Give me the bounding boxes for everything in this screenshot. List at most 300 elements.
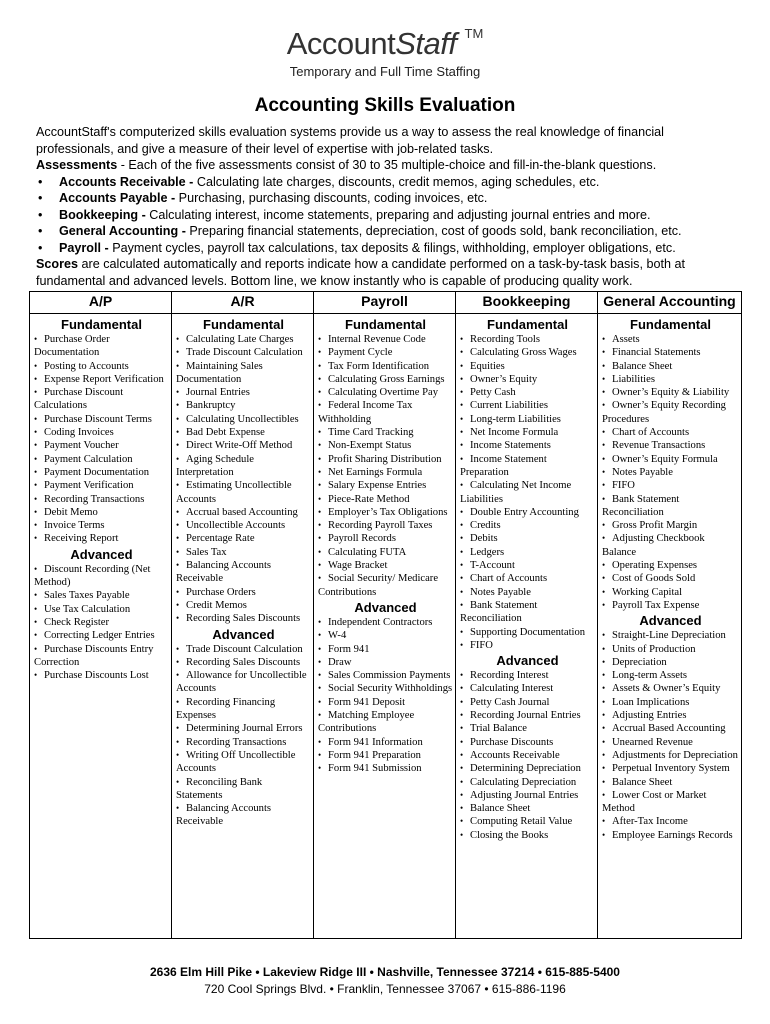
bullet-icon: • (460, 776, 464, 787)
skill-text: Estimating Uncollectible Accounts (176, 480, 292, 505)
skill-item (318, 439, 453, 452)
skill-item (34, 453, 169, 466)
skill-item (460, 439, 595, 452)
logo-tagline: Temporary and Full Time Staffing (289, 64, 481, 79)
section-title-fundamental: Fundamental (345, 317, 426, 332)
skill-item (460, 639, 595, 652)
skill-text: Payment Cycle (328, 347, 393, 359)
skill-item (460, 546, 595, 559)
skill-item (460, 519, 595, 532)
bullet-icon: • (176, 749, 180, 760)
bullet-icon: • (176, 440, 180, 451)
bullet-icon: • (602, 829, 606, 840)
assessment-text: Payment cycles, payroll tax calculations, tax deposits & filings, withholding, employer obligations, etc. (108, 240, 676, 255)
skill-item (34, 360, 169, 373)
bullet-icon: • (34, 520, 38, 531)
assessments-paragraph (36, 157, 736, 174)
skill-item (318, 696, 453, 709)
skill-item (460, 626, 595, 639)
skill-text: Petty Cash (470, 387, 516, 399)
skill-text: Purchase Discount Terms (44, 413, 152, 425)
skill-text: Units of Production (612, 643, 696, 655)
skill-item (318, 506, 453, 519)
bullet-icon: • (34, 533, 38, 544)
section-title-fundamental: Fundamental (630, 317, 711, 332)
skill-item (34, 333, 169, 360)
skill-item (318, 669, 453, 682)
bullet-icon: • (602, 816, 606, 827)
skill-item (318, 373, 453, 386)
skill-item (176, 360, 311, 387)
skill-item (602, 439, 739, 452)
bullet-icon: • (460, 599, 464, 610)
skill-text: Long-term Liabilities (470, 413, 561, 425)
skill-text: Balancing Accounts Receivable (176, 803, 272, 828)
skill-text: Perpetual Inventory System (612, 763, 730, 775)
bullet-icon: • (34, 493, 38, 504)
skill-text: Debit Memo (44, 506, 98, 518)
bullet-icon: • (602, 749, 606, 760)
bullet-icon: • (602, 776, 606, 787)
skill-text: Computing Retail Value (470, 816, 573, 828)
bullet-icon: • (318, 493, 322, 504)
bullet-icon: • (318, 520, 322, 531)
skill-item (602, 722, 739, 735)
skills-table (29, 291, 742, 939)
skill-item (176, 519, 311, 532)
skill-item (602, 776, 739, 789)
bullet-icon: • (460, 763, 464, 774)
bullet-icon: • (176, 586, 180, 597)
skill-item (176, 669, 311, 696)
skill-item (460, 815, 595, 828)
bullet-icon: • (176, 413, 180, 424)
bullet-icon: • (460, 400, 464, 411)
skill-item (318, 709, 453, 736)
skill-item (318, 360, 453, 373)
skill-text: Form 941 Deposit (328, 696, 406, 708)
skill-item (176, 696, 311, 723)
skill-text: Calculating Net Income Liabilities (460, 480, 572, 505)
skill-text: Notes Payable (612, 466, 673, 478)
skill-text: Salary Expense Entries (328, 480, 427, 492)
column-header-ar: A/R (172, 292, 314, 314)
section-title-fundamental: Fundamental (203, 317, 284, 332)
skill-item (176, 656, 311, 669)
skill-text: Reconciling Bank Statements (176, 776, 263, 801)
skill-item (460, 802, 595, 815)
bullet-icon: • (602, 493, 606, 504)
bullet-icon: • (34, 563, 38, 574)
skill-text: Net Earnings Formula (328, 466, 423, 478)
skill-item (318, 493, 453, 506)
skill-text: Cost of Goods Sold (612, 573, 696, 585)
bullet-icon: • (176, 776, 180, 787)
bullet-icon: • (460, 360, 464, 371)
skill-text: Wage Bracket (328, 560, 388, 572)
bullet-icon: • (602, 670, 606, 681)
bullet-icon: • (318, 696, 322, 707)
assessment-label: General Accounting - (59, 224, 186, 238)
skill-text: Chart of Accounts (470, 573, 548, 585)
skill-item (176, 749, 311, 776)
skill-item (318, 546, 453, 559)
column-ar (172, 314, 314, 939)
bullet-icon: • (460, 546, 464, 557)
skill-text: Matching Employee Contributions (318, 710, 415, 735)
skill-text: Social Security Withholdings (328, 683, 453, 695)
skill-item (176, 386, 311, 399)
bullet-icon: • (34, 387, 38, 398)
skill-item (602, 829, 739, 842)
bullet-icon: • (176, 387, 180, 398)
skill-item (602, 656, 739, 669)
bullet-icon: • (460, 789, 464, 800)
skill-item (176, 346, 311, 359)
skill-text: Trade Discount Calculation (186, 643, 303, 655)
bullet-icon: • (460, 683, 464, 694)
skill-item (34, 629, 169, 642)
skill-text: FIFO (470, 639, 493, 651)
skill-text: Percentage Rate (186, 533, 255, 545)
column-ap (30, 314, 172, 939)
skill-text: FIFO (612, 480, 635, 492)
skill-text: Adjusting Checkbook Balance (602, 533, 705, 558)
skill-item (34, 603, 169, 616)
skill-text: Bank Statement Reconciliation (460, 599, 538, 625)
skill-text: Receiving Report (44, 533, 119, 545)
skill-list (602, 333, 739, 612)
bullet-icon: • (460, 413, 464, 424)
skill-item (176, 736, 311, 749)
skill-item (34, 426, 169, 439)
bullet-icon: • (318, 763, 322, 774)
bullet-icon: • (460, 829, 464, 840)
skill-item (602, 669, 739, 682)
bullet-icon: • (602, 520, 606, 531)
skill-item (460, 599, 595, 626)
bullet-icon: • (318, 506, 322, 517)
skill-text: Non-Exempt Status (328, 440, 412, 452)
skill-item (34, 386, 169, 413)
skill-item (34, 493, 169, 506)
skill-text: Petty Cash Journal (470, 696, 550, 708)
bullet-icon: • (34, 440, 38, 451)
bullet-icon: • (318, 736, 322, 747)
bullet-icon: • (176, 723, 180, 734)
skill-item (460, 453, 595, 480)
skill-item (318, 643, 453, 656)
bullet-icon: • (176, 533, 180, 544)
section-title-advanced: Advanced (212, 626, 275, 642)
skill-text: Trial Balance (470, 723, 527, 735)
bullet-icon: • (318, 466, 322, 477)
skill-item (34, 589, 169, 602)
skill-item (176, 802, 311, 829)
bullet-icon: • (460, 520, 464, 531)
skill-item (318, 532, 453, 545)
skill-text: Payment Voucher (44, 440, 119, 452)
bullet-icon: • (34, 413, 38, 424)
skill-item (34, 506, 169, 519)
skill-text: Purchase Order Documentation (34, 334, 110, 359)
bullet-icon: • (602, 387, 606, 398)
bullet-icon: • (602, 789, 606, 800)
skill-item (318, 616, 453, 629)
skill-text: Double Entry Accounting (470, 506, 579, 518)
bullet-icon: • (460, 816, 464, 827)
bullet-icon: • (460, 453, 464, 464)
trademark-mark: TM (464, 26, 484, 41)
skill-item (602, 709, 739, 722)
bullet-icon: • (34, 466, 38, 477)
skill-text: Purchase Discounts (470, 736, 554, 748)
skill-text: Purchase Orders (186, 586, 256, 598)
skill-text: Bankruptcy (186, 400, 236, 412)
skill-item (318, 629, 453, 642)
skill-item (602, 493, 739, 520)
bullet-icon: • (318, 347, 322, 358)
skill-text: Form 941 Submission (328, 763, 422, 775)
bullet-icon: • (318, 334, 322, 344)
assessments-label: Assessments (36, 158, 118, 172)
skill-list (318, 616, 453, 776)
column-header-bookkeeping: Bookkeeping (456, 292, 598, 314)
skill-text: Determining Journal Errors (186, 723, 303, 735)
bullet-icon: • (460, 723, 464, 734)
skill-item (602, 572, 739, 585)
skill-text: Adjustments for Depreciation (612, 749, 738, 761)
bullet-icon: • (460, 639, 464, 650)
section-title-advanced: Advanced (639, 613, 702, 629)
skill-item (460, 559, 595, 572)
skill-item (460, 479, 595, 506)
skill-text: Working Capital (612, 586, 683, 598)
skill-text: Bank Statement Reconciliation (602, 493, 680, 518)
skill-text: Direct Write-Off Method (186, 440, 293, 452)
bullet-icon: • (602, 630, 606, 641)
bullet-icon: • (34, 453, 38, 464)
assessment-item (36, 223, 736, 240)
bullet-icon: • (176, 453, 180, 464)
skill-item (318, 346, 453, 359)
skill-text: Assets (612, 334, 640, 345)
skill-item (176, 776, 311, 803)
skill-text: Long-term Assets (612, 670, 688, 682)
skill-text: Calculating Gross Earnings (328, 373, 445, 385)
bullet-icon: • (34, 603, 38, 614)
skill-text: Bad Debt Expense (186, 427, 265, 439)
assessment-label: Bookkeeping - (59, 207, 146, 222)
bullet-icon: • (34, 360, 38, 371)
skill-text: Recording Transactions (44, 493, 145, 505)
bullet-icon: • (318, 710, 322, 721)
bullet-icon: • (602, 710, 606, 721)
bullet-icon: • (318, 560, 322, 571)
skills-table-body-row (30, 314, 742, 939)
skill-list (602, 629, 739, 842)
skill-list (176, 643, 311, 829)
skill-text: Gross Profit Margin (612, 520, 698, 532)
skill-text: Balance Sheet (470, 803, 531, 815)
bullet-icon: • (602, 400, 606, 411)
skill-item (176, 559, 311, 586)
skill-item (460, 426, 595, 439)
bullet-icon: • (602, 599, 606, 610)
section-title-fundamental: Fundamental (487, 317, 568, 332)
logo-wordmark (287, 26, 457, 61)
bullet-icon: • (176, 560, 180, 571)
bullet-icon: • (602, 723, 606, 734)
skill-item (176, 599, 311, 612)
skill-item (176, 722, 311, 735)
bullet-icon: • (460, 803, 464, 814)
bullet-icon: • (602, 586, 606, 597)
skill-text: Profit Sharing Distribution (328, 453, 442, 465)
skill-text: Calculating Late Charges (186, 334, 294, 345)
intro-section (36, 124, 736, 289)
skill-text: Calculating Uncollectibles (186, 413, 299, 425)
skill-text: Invoice Terms (44, 520, 105, 532)
skill-item (460, 829, 595, 842)
bullet-icon: • (602, 334, 606, 344)
skill-item (602, 399, 739, 426)
bullet-icon: • (602, 643, 606, 654)
skill-text: Use Tax Calculation (44, 603, 131, 615)
skill-list (34, 333, 169, 546)
section-title-advanced: Advanced (354, 599, 417, 615)
skill-text: Trade Discount Calculation (186, 347, 303, 359)
skill-text: Accrual based Accounting (186, 506, 298, 518)
skill-text: Maintaining Sales Documentation (176, 360, 263, 385)
skill-item (176, 643, 311, 656)
skill-item (602, 789, 739, 816)
bullet-icon: • (176, 480, 180, 491)
skill-text: Adjusting Entries (612, 710, 687, 722)
skill-item (460, 333, 595, 346)
skill-list (460, 333, 595, 652)
bullet-icon: • (34, 427, 38, 438)
bullet-icon: • (602, 480, 606, 491)
skill-item (460, 736, 595, 749)
bullet-icon: • (176, 643, 180, 654)
skill-item (176, 612, 311, 625)
bullet-icon: • (176, 347, 180, 358)
skill-text: Determining Depreciation (470, 763, 581, 775)
skill-item (34, 466, 169, 479)
skill-item (176, 413, 311, 426)
page-title: Accounting Skills Evaluation (254, 95, 516, 116)
skill-text: Recording Sales Discounts (186, 656, 301, 668)
skill-text: Journal Entries (186, 387, 250, 399)
skill-text: Employee Earnings Records (612, 829, 733, 841)
skill-text: Assets & Owner’s Equity (612, 683, 721, 695)
bullet-icon: • (460, 736, 464, 747)
bullet-icon: • (460, 480, 464, 491)
skill-item (34, 373, 169, 386)
skill-item (460, 709, 595, 722)
skill-item (602, 682, 739, 695)
bullet-icon: • (460, 560, 464, 571)
assessment-list (36, 174, 736, 257)
skill-text: Form 941 Preparation (328, 749, 421, 761)
bullet-icon: • (602, 427, 606, 438)
skill-item (176, 439, 311, 452)
skill-item (460, 373, 595, 386)
skill-text: Recording Transactions (186, 736, 287, 748)
bullet-icon: • (318, 453, 322, 464)
skill-text: Equities (470, 360, 505, 372)
skill-text: Calculating Overtime Pay (328, 387, 439, 399)
skill-text: Closing the Books (470, 829, 549, 841)
skill-item (602, 453, 739, 466)
bullet-icon: • (602, 440, 606, 451)
bullet-icon: • (460, 749, 464, 760)
bullet-icon: • (460, 670, 464, 681)
bullet-icon: • (176, 427, 180, 438)
skill-item (460, 586, 595, 599)
scores-label: Scores (36, 257, 79, 271)
bullet-icon: • (602, 533, 606, 544)
skill-item (602, 559, 739, 572)
skill-text: Payroll Tax Expense (612, 599, 700, 611)
skill-text: Debits (470, 533, 498, 545)
skill-text: Balance Sheet (612, 776, 673, 788)
skill-text: Owner’s Equity Recording Procedures (602, 400, 726, 425)
skill-text: Calculating Gross Wages (470, 347, 577, 359)
skill-text: Financial Statements (612, 347, 701, 359)
bullet-icon: • (460, 334, 464, 344)
skill-item (602, 736, 739, 749)
skill-item (34, 669, 169, 682)
skill-item (602, 373, 739, 386)
skill-text: Recording Sales Discounts (186, 613, 301, 625)
bullet-icon: • (176, 696, 180, 707)
bullet-icon: • (318, 533, 322, 544)
bullet-icon: • (176, 656, 180, 667)
skill-text: Loan Implications (612, 696, 690, 708)
bullet-icon: • (176, 803, 180, 814)
skill-item (602, 360, 739, 373)
assessment-item (36, 174, 736, 191)
skill-text: Recording Journal Entries (470, 710, 581, 722)
skill-text: Accounts Receivable (470, 749, 560, 761)
skill-item (602, 426, 739, 439)
bullet-icon: • (602, 763, 606, 774)
skill-item (460, 386, 595, 399)
skill-item (34, 479, 169, 492)
skill-item (602, 586, 739, 599)
skill-item (460, 360, 595, 373)
skill-item (602, 696, 739, 709)
skill-text: Credit Memos (186, 599, 247, 611)
skill-item (602, 532, 739, 559)
skill-text: Sales Commission Payments (328, 670, 451, 682)
column-general-accounting (598, 314, 742, 939)
skill-text: Recording Financing Expenses (176, 696, 276, 722)
assessment-text: Preparing financial statements, depreciation, cost of goods sold, bank reconciliation, etc. (185, 224, 682, 238)
bullet-icon: • (460, 710, 464, 721)
skill-item (602, 466, 739, 479)
skill-item (460, 749, 595, 762)
skill-item (318, 749, 453, 762)
skill-text: Federal Income Tax Withholding (318, 400, 413, 425)
skill-text: Owner’s Equity Formula (612, 453, 718, 465)
bullet-icon: • (176, 334, 180, 344)
skill-text: Liabilities (612, 373, 655, 385)
column-header-general-accounting: General Accounting (598, 292, 742, 314)
assessment-item (36, 240, 736, 257)
